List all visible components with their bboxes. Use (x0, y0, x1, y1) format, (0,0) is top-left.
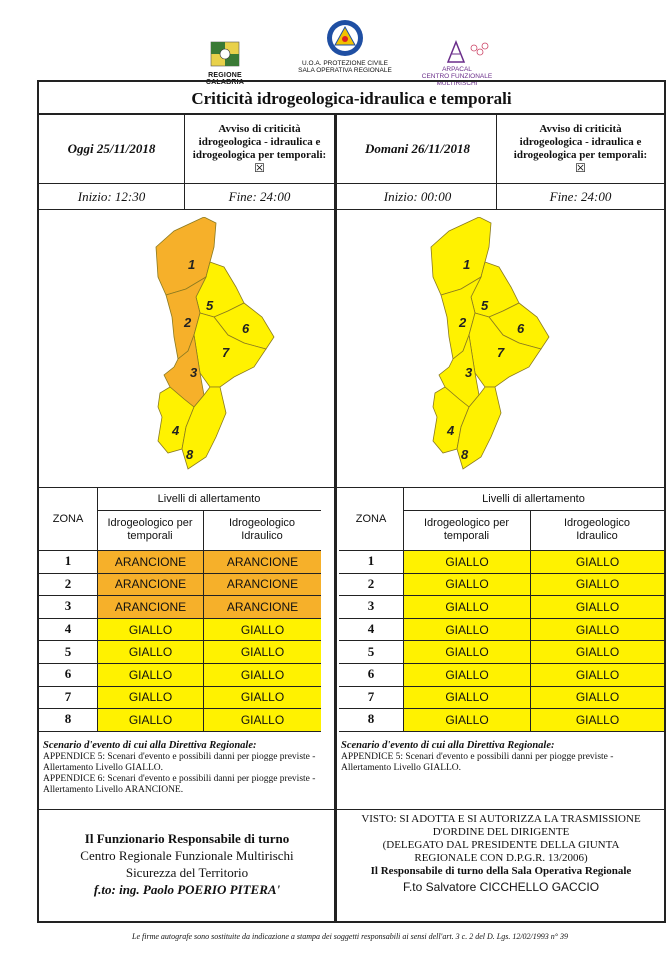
map-label-4: 4 (172, 423, 180, 438)
tomorrow-avviso-line2: idrogeologica - idraulica e (519, 136, 642, 148)
zone-number: 6 (367, 666, 375, 682)
level-temporali: GIALLO (98, 619, 203, 641)
table-row-line (339, 731, 664, 732)
sig-right-line6: F.to Salvatore CICCHELLO GACCIO (402, 880, 600, 894)
today-avviso-line2: idrogeologica - idraulica e (198, 136, 321, 148)
zone-number: 7 (367, 688, 375, 704)
tomorrow-date: Domani 26/11/2018 (364, 141, 471, 156)
level-temporali: GIALLO (404, 551, 530, 573)
sig-right-line5: Il Responsabile di turno della Sala Operativa Regionale (370, 865, 632, 877)
level-idraulico: GIALLO (531, 664, 664, 686)
sig-left-line4: f.to: ing. Paolo POERIO PITERA' (93, 882, 281, 897)
table-row-line (39, 731, 321, 732)
map-label-2: 2 (184, 315, 192, 330)
tomorrow-col-idraulico: Idrogeologico Idraulico (563, 517, 631, 542)
map-label-3: 3 (465, 365, 473, 380)
calabria-label: REGIONE CALABRIA (205, 72, 245, 86)
map-label-6: 6 (242, 321, 250, 336)
zone-number: 8 (367, 711, 375, 727)
calabria-emblem-icon (205, 40, 245, 68)
level-temporali: GIALLO (98, 641, 203, 663)
bulletin-frame (37, 80, 666, 923)
level-idraulico: ARANCIONE (204, 551, 321, 573)
map-label-8: 8 (186, 447, 194, 462)
map-label-7: 7 (497, 345, 505, 360)
tomorrow-scenario (341, 740, 661, 774)
map-label-5: 5 (206, 298, 214, 313)
tomorrow-livelli-header: Livelli di allertamento (482, 493, 585, 505)
tomorrow-col-temporali: Idrogeologico per temporali (423, 517, 509, 542)
level-temporali: GIALLO (98, 709, 203, 731)
level-idraulico: GIALLO (531, 687, 664, 709)
level-idraulico: GIALLO (204, 709, 321, 731)
today-scenario-heading: Scenario d'evento di cui alla Direttiva Regionale: (43, 740, 257, 751)
today-zona-header: ZONA (52, 513, 84, 525)
today-fine: Fine: 24:00 (228, 188, 291, 204)
zone-number: 3 (367, 598, 375, 614)
level-idraulico: GIALLO (531, 596, 664, 618)
arpacal-emblem-icon (422, 40, 492, 64)
tomorrow-zona-header: ZONA (355, 513, 387, 525)
level-temporali: GIALLO (404, 687, 530, 709)
level-temporali: GIALLO (404, 619, 530, 641)
level-idraulico: GIALLO (531, 574, 664, 596)
page-title: Criticità idrogeologica-idraulica e temporali (39, 82, 664, 115)
sig-right-line1: VISTO: SI ADOTTA E SI AUTORIZZA LA TRASMISSIONE (361, 813, 641, 825)
zone-number: 2 (64, 575, 72, 591)
today-scenario-line2: APPENDICE 6: Scenari d'evento e possibili danni per piogge previste - Allertamento Livello ARANCIONE. (43, 774, 316, 795)
level-idraulico: GIALLO (531, 619, 664, 641)
today-avviso-checkbox: ☒ (254, 161, 265, 175)
today-zone-map (144, 217, 284, 477)
tomorrow-zone-map (419, 217, 559, 477)
sig-left-line1: Il Funzionario Responsabile di turno (84, 831, 290, 846)
tomorrow-scenario-line1: APPENDICE 5: Scenari d'evento e possibili danni per piogge previste - Allertamento Livello GIALLO. (341, 752, 614, 773)
map-label-1: 1 (463, 257, 471, 272)
zone-number: 6 (64, 666, 72, 682)
map-label-7: 7 (222, 345, 230, 360)
today-col-idraulico: Idrogeologico Idraulico (228, 517, 296, 542)
level-temporali: GIALLO (404, 574, 530, 596)
arpacal-label-2: CENTRO FUNZIONALE MULTIRISCHI (421, 73, 493, 87)
protezione-civile-logo (290, 18, 400, 74)
zone-number: 5 (64, 643, 72, 659)
protezione-label-1: U.O.A. PROTEZIONE CIVILE (302, 60, 388, 67)
level-temporali: GIALLO (404, 709, 530, 731)
today-inizio: Inizio: 12:30 (77, 188, 146, 204)
level-idraulico: GIALLO (531, 551, 664, 573)
protezione-civile-emblem-icon (322, 18, 368, 58)
today-date: Oggi 25/11/2018 (67, 141, 156, 156)
sig-left-line2: Centro Regionale Funzionale Multirischi (80, 848, 294, 863)
today-scenario-line1: APPENDICE 5: Scenari d'evento e possibili danni per piogge previste - Allertamento Livello GIALLO. (43, 752, 316, 773)
zone-number: 1 (64, 553, 72, 569)
level-idraulico: GIALLO (204, 687, 321, 709)
signature-left (43, 830, 331, 898)
level-temporali: ARANCIONE (98, 596, 203, 618)
zone-number: 5 (367, 643, 375, 659)
tomorrow-avviso-line3: idrogeologica per temporali: (513, 149, 648, 161)
level-idraulico: GIALLO (531, 709, 664, 731)
map-label-2: 2 (459, 315, 467, 330)
tomorrow-fine: Fine: 24:00 (549, 188, 612, 204)
signature-right (341, 813, 661, 894)
row-divider (39, 809, 664, 810)
zone-number: 2 (367, 575, 375, 591)
level-temporali: GIALLO (98, 687, 203, 709)
sig-right-line4: REGIONALE CON D.P.G.R. 13/2006) (414, 852, 588, 864)
footer-note: Le firme autografe sono sostituite da indicazione a stampa dei soggetti responsabili ai sensi dell'art. 3 c. 2 del D. Lgs. 12/02/1993 n° 39 (132, 932, 568, 941)
level-temporali: GIALLO (404, 664, 530, 686)
zone-number: 8 (64, 711, 72, 727)
today-avviso (185, 115, 334, 183)
today-avviso-line3: idrogeologica per temporali: (192, 149, 327, 161)
level-temporali: GIALLO (98, 664, 203, 686)
protezione-label-2: SALA OPERATIVA REGIONALE (298, 67, 392, 74)
level-idraulico: GIALLO (204, 619, 321, 641)
tomorrow-inizio: Inizio: 00:00 (383, 188, 452, 204)
today-avviso-line1: Avviso di criticità (218, 123, 301, 135)
map-label-1: 1 (188, 257, 196, 272)
map-label-3: 3 (190, 365, 198, 380)
level-temporali: ARANCIONE (98, 551, 203, 573)
tomorrow-avviso-checkbox: ☒ (575, 161, 586, 175)
zone-number: 1 (367, 553, 375, 569)
sig-right-line3: (DELEGATO DAL PRESIDENTE DELLA GIUNTA (382, 839, 620, 851)
zone-number: 4 (64, 621, 72, 637)
zone-number: 4 (367, 621, 375, 637)
tomorrow-avviso-line1: Avviso di criticità (539, 123, 622, 135)
zone-number: 7 (64, 688, 72, 704)
table-row-line (97, 510, 321, 511)
level-idraulico: ARANCIONE (204, 596, 321, 618)
level-temporali: ARANCIONE (98, 574, 203, 596)
map-label-8: 8 (461, 447, 469, 462)
tomorrow-scenario-heading: Scenario d'evento di cui alla Direttiva Regionale: (341, 740, 555, 751)
today-col-temporali: Idrogeologico per temporali (107, 517, 193, 542)
level-idraulico: GIALLO (204, 664, 321, 686)
row-divider (39, 209, 664, 210)
header-logos (0, 0, 670, 87)
level-idraulico: GIALLO (531, 641, 664, 663)
level-temporali: GIALLO (404, 641, 530, 663)
map-label-5: 5 (481, 298, 489, 313)
today-scenario (43, 740, 333, 796)
zone-number: 3 (64, 598, 72, 614)
level-temporali: GIALLO (404, 596, 530, 618)
table-row-line (403, 510, 664, 511)
map-label-6: 6 (517, 321, 525, 336)
today-livelli-header: Livelli di allertamento (157, 493, 261, 505)
tomorrow-avviso (497, 115, 664, 183)
sig-left-line3: Sicurezza del Territorio (125, 865, 249, 880)
map-label-4: 4 (447, 423, 455, 438)
level-idraulico: GIALLO (204, 641, 321, 663)
sig-right-line2: D'ORDINE DEL DIRIGENTE (432, 826, 570, 838)
arpacal-label-1: ARPACAL (442, 66, 472, 73)
level-idraulico: ARANCIONE (204, 574, 321, 596)
